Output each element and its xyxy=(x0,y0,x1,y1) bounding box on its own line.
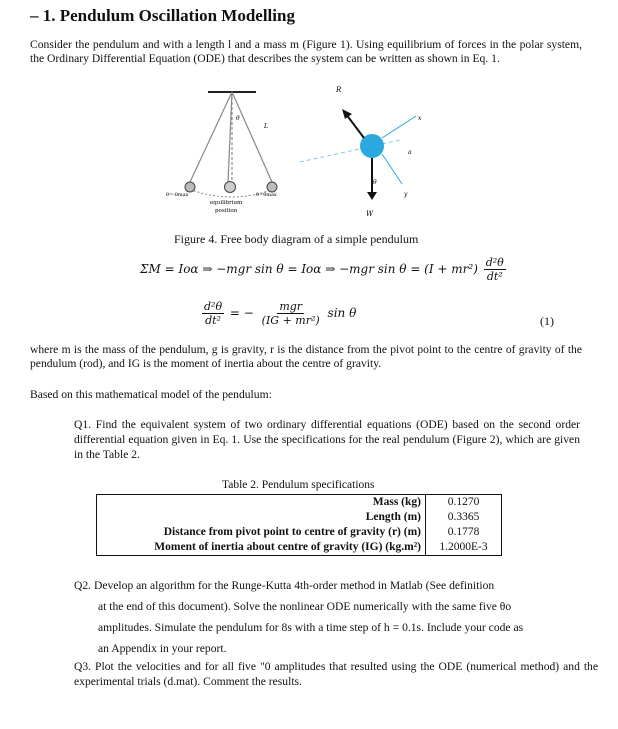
ode-rhs-den: (IG + mr²) xyxy=(261,314,320,327)
ode-sin-theta: sin θ xyxy=(327,306,357,320)
string-left xyxy=(190,92,232,182)
equation-ode xyxy=(200,300,356,327)
ode-lhs-fraction xyxy=(202,300,224,327)
section-dash: – xyxy=(30,6,43,25)
question-2 xyxy=(74,575,594,659)
equilibrium-label: equilibrium xyxy=(210,200,243,206)
weight-arrowhead xyxy=(367,192,377,200)
x-axis-line xyxy=(382,116,416,138)
question-2-line-3: amplitudes. Simulate the pendulum for 8s with a time step of h = 0.1s. Include your code as xyxy=(98,621,524,634)
table-cell-label: Mass (kg) xyxy=(372,496,421,508)
fbd-a-label: a xyxy=(408,149,412,156)
table-row xyxy=(97,525,502,540)
explanation-paragraph: where m is the mass of the pendulum, g is gravity, r is the distance from the pivot point to the centre of gravity of the pendulum (rod), and IG is the moment of inertia about the centre of gravity. xyxy=(30,343,582,370)
table-cell-label: Length (m) xyxy=(365,511,421,523)
question-3: Q3. Plot the velocities and for all five "0 amplitudes that resulted using the ODE (numerical method) and the experimental trials (d.mat). Comment the results. xyxy=(74,660,598,688)
equation-number: (1) xyxy=(540,314,554,328)
bob-right xyxy=(267,182,277,192)
question-2-line-4: an Appendix in your report. xyxy=(98,642,227,655)
fbd-y-label: y xyxy=(404,191,408,198)
bob-left xyxy=(185,182,195,192)
ode-equals: = − xyxy=(229,306,254,320)
ode-lhs-num: d²θ xyxy=(204,300,223,313)
table-caption: Table 2. Pendulum specifications xyxy=(222,479,375,491)
table-cell-value: 1.2000E-3 xyxy=(426,540,502,556)
table-cell-label: Moment of inertia about centre of gravity (IG) (kg.m²) xyxy=(154,541,421,553)
table-cell-value: 0.1778 xyxy=(426,525,502,540)
theta-right-label: θ=θmax xyxy=(256,192,277,198)
pendulum-figure xyxy=(160,84,460,234)
fbd-theta-label: θ xyxy=(373,179,377,186)
length-label: L xyxy=(264,123,268,130)
ode-rhs-num: mgr xyxy=(279,300,303,313)
table-cell-label: Distance from pivot point to centre of gravity (r) (m) xyxy=(163,526,421,538)
string-right xyxy=(232,92,272,182)
frac-den: dt² xyxy=(486,270,503,283)
table-cell-value: 0.3365 xyxy=(426,510,502,525)
ode-lhs-den: dt² xyxy=(205,314,221,327)
equation-moment xyxy=(140,256,508,283)
section-title: Pendulum Oscillation Modelling xyxy=(59,6,295,25)
question-2-line-1: Q2. Develop an algorithm for the Runge-Kutta 4th-order method in Matlab (See definition xyxy=(74,579,495,592)
based-on-line: Based on this mathematical model of the pendulum: xyxy=(30,388,272,401)
table-row xyxy=(97,540,502,556)
section-heading xyxy=(30,6,295,26)
bob-center xyxy=(225,182,236,193)
position-label: position xyxy=(215,208,238,214)
figure-caption: Figure 4. Free body diagram of a simple pendulum xyxy=(174,232,419,246)
fbd-x-label: x xyxy=(418,115,422,122)
y-axis-line xyxy=(382,154,402,184)
equation-moment-text: ΣM = Ioα ⇒ −mgr sin θ = Ioα ⇒ −mgr sin θ = (I + mr²) xyxy=(140,262,478,276)
string-center xyxy=(228,92,232,182)
theta-left-label: θ=-θmax xyxy=(166,192,189,198)
ode-rhs-fraction xyxy=(260,300,322,327)
specifications-table xyxy=(96,494,502,556)
section-number: 1. xyxy=(42,6,56,25)
question-1: Q1. Find the equivalent system of two ordinary differential equations (ODE) based on the second order differential equation given in Eq. 1. Use the specifications for the real pendulum (Figure 2), which are given in the Table 2. xyxy=(74,418,580,461)
table-row xyxy=(97,510,502,525)
frac-num: d²θ xyxy=(485,256,504,269)
table-row xyxy=(97,495,502,511)
fbd-R-label: R xyxy=(336,86,342,94)
table-cell-value: 0.1270 xyxy=(426,495,502,511)
intro-paragraph: Consider the pendulum and with a length l and a mass m (Figure 1). Using equilibrium of forces in the polar system, the Ordinary Differential Equation (ODE) that describes the system can be written as shown in Eq. 1. xyxy=(30,38,582,65)
tension-arrow xyxy=(346,114,364,138)
tension-arrowhead xyxy=(342,109,352,119)
fbd-W-label: W xyxy=(366,210,374,218)
question-2-line-2: at the end of this document). Solve the nonlinear ODE numerically with the same five θo xyxy=(98,600,512,613)
theta-label: θ xyxy=(236,115,240,122)
equation-moment-fraction xyxy=(484,256,506,283)
